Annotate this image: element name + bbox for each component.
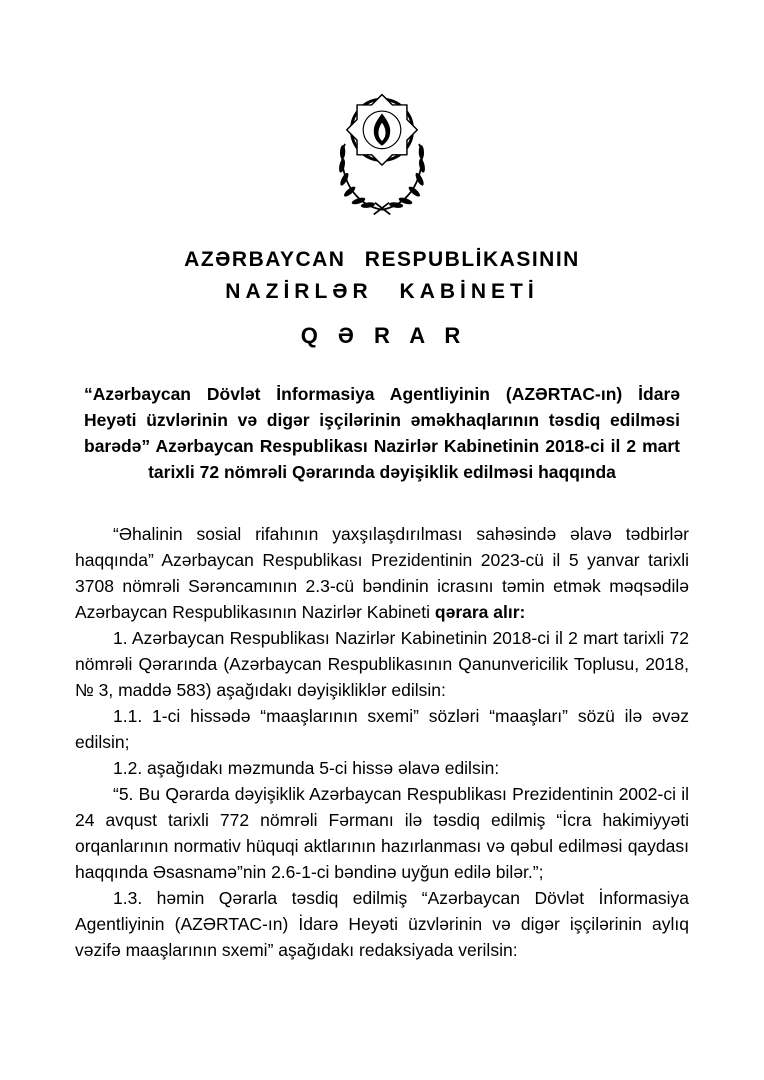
paragraph-text: 1.3. həmin Qərarla təsdiq edilmiş “Azərbaycan Dövlət İnformasiya Agentliyinin (AZƏRTAC-ın) İdarə Heyəti üzvlərinin və digər işçilərinin aylıq vəzifə maaşlarının sxemi” aşağıdakı redaksiyada verilsin: (75, 888, 689, 960)
paragraph-item-1-3 (75, 885, 689, 963)
paragraph-text: “Əhalinin sosial rifahının yaxşılaşdırılması sahəsində əlavə tədbirlər haqqında” Azərbaycan Respublikası Prezidentinin 2023-cü il 5 yanvar tarixli 3708 nömrəli Sərəncamının 2.3-cü bəndinin icrasını təmin etmək məqsədilə Azərbaycan Respublikasının Nazirlər Kabineti (75, 524, 689, 622)
paragraph-text: 1. Azərbaycan Respublikası Nazirlər Kabinetinin 2018-ci il 2 mart tarixli 72 nömrəli Qərarında (Azərbaycan Respublikasının Qanunvericilik Toplusu, 2018, № 3, maddə 583) aşağıdakı dəyişikliklər edilsin: (75, 628, 689, 700)
document-body (75, 521, 689, 963)
emblem-container (75, 84, 689, 223)
paragraph-preamble (75, 521, 689, 625)
paragraph-text: 1.1. 1-ci hissədə “maaşlarının sxemi” sözləri “maaşları” sözü ilə əvəz edilsin; (75, 706, 689, 752)
paragraph-item-1 (75, 625, 689, 703)
org-name-line1: AZƏRBAYCAN RESPUBLİKASININ (184, 248, 580, 271)
paragraph-text: 1.2. aşağıdakı məzmunda 5-ci hissə əlavə edilsin: (113, 758, 500, 778)
paragraph-item-1-1 (75, 703, 689, 755)
paragraph-text: “5. Bu Qərarda dəyişiklik Azərbaycan Respublikası Prezidentinin 2002-ci il 24 avqust tarixli 772 nömrəli Fərmanı ilə təsdiq edilmiş “İcra hakimiyyəti orqanlarının normativ hüquqi aktlarının hazırlanması və qəbul edilməsi qaydası haqqında Əsasnamə”nin 2.6-1-ci bəndinə uyğun edilə bilər.”; (75, 784, 689, 882)
document-title: “Azərbaycan Dövlət İnformasiya Agentliyinin (AZƏRTAC-ın) İdarə Heyəti üzvlərinin və digər işçilərinin əməkhaqlarının təsdiq edilməsi barədə” Azərbaycan Respublikası Nazirlər Kabinetinin 2018-ci il 2 mart tarixli 72 nömrəli Qərarında dəyişiklik edilməsi haqqında (84, 384, 680, 482)
paragraph-quoted-clause-5 (75, 781, 689, 885)
org-name-line2: NAZİRLƏR KABİNETİ (225, 280, 539, 303)
document-type-heading: Q Ə R A R (300, 323, 464, 348)
azerbaijan-state-emblem-icon (323, 205, 441, 222)
paragraph-item-1-2 (75, 755, 689, 781)
paragraph-bold-text: qərara alır: (434, 602, 526, 622)
